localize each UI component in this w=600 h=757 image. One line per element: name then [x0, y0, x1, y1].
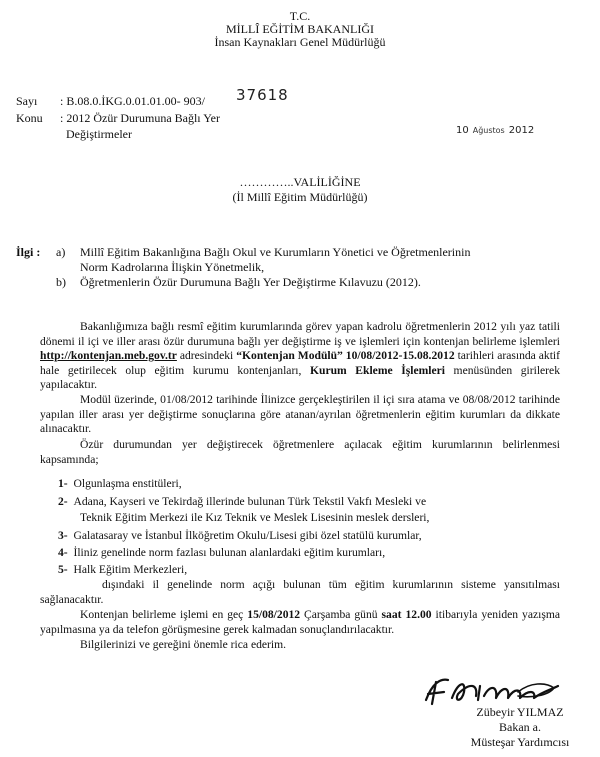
signer-title-1: Bakan a.: [499, 720, 541, 734]
date-stamp: [456, 120, 534, 138]
ilgi-a-text: Millî Eğitim Bakanlığına Bağlı Okul ve Kurumların Yönetici ve Öğretmenlerinin: [80, 245, 471, 259]
list-item-3: 3- Galatasaray ve İstanbul İlköğretim Okulu/Lisesi gibi özel statülü kurumlar,: [58, 529, 422, 542]
signer-title-2: Müsteşar Yardımcısı: [470, 735, 570, 749]
ilgi-b-text: Öğretmenlerin Özür Durumuna Bağlı Yer Değiştirme Kılavuzu (2012).: [80, 275, 421, 289]
header-ministry: MİLLÎ EĞİTİM BAKANLIĞI: [226, 22, 374, 36]
date-month: Ağustos: [472, 126, 505, 135]
paragraph-6: Bilgilerinizi ve gereğini önemle rica ederim.: [80, 638, 287, 651]
ilgi-b-key: b): [56, 275, 66, 289]
konu-value-cont: Değiştirmeler: [66, 127, 132, 141]
konu-value: : 2012 Özür Durumuna Bağlı Yer: [60, 111, 220, 125]
list-item-4: 4- İliniz genelinde norm fazlası bulunan alanlardaki eğitim kurumları,: [58, 546, 386, 559]
addressee: …………..VALİLİĞİNE: [239, 175, 361, 189]
header-tc: T.C.: [289, 9, 311, 23]
paragraph-3: Özür durumundan yer değiştirecek öğretmenlere açılacak eğitim kurumlarının belirlenmesi kapsamında;: [40, 438, 560, 466]
signer-name: Zübeyir YILMAZ: [476, 705, 564, 719]
date-day: 10: [456, 125, 469, 136]
module-name: “Kontenjan Modülü” 10/08/2012-15.08.2012: [236, 349, 455, 363]
addressee-sub: (İl Millî Eğitim Müdürlüğü): [232, 190, 368, 204]
ilgi-label: İlgi :: [16, 245, 41, 259]
paragraph-2: Modül üzerinde, 01/08/2012 tarihinde İlinizce gerçekleştirilen il içi sıra atama ve 08/08/2012 tarihinde yapılan iller arası yer değiştirme sonuçlarına göre atanan/ayrılan öğretmenlerin eğitim kurumları da dikkate alınacaktır.: [40, 393, 560, 436]
list-item-2-cont: Teknik Eğitim Merkezi ile Kız Teknik ve Meslek Lisesinin meslek dersleri,: [80, 511, 430, 524]
paragraph-5: Kontenjan belirleme işlemi en geç 15/08/2012 Çarşamba günü saat 12.00 itibarıyla yeniden yazışma yapılmasına ya da telefon görüşmesine gerek kalmadan sonuçlandırılacaktır.: [40, 608, 561, 636]
ilgi-a-text-cont: Norm Kadrolarına İlişkin Yönetmelik,: [80, 260, 265, 274]
header-directorate: İnsan Kaynakları Genel Müdürlüğü: [214, 35, 386, 49]
list-item-5: 5- Halk Eğitim Merkezleri,: [58, 563, 188, 576]
deadline-date: 15/08/2012: [247, 608, 301, 621]
paragraph-4: dışındaki il genelinde norm açığı bulunan tüm eğitim kurumlarının sisteme yansıtılması sağlanacaktır.: [40, 578, 560, 606]
kontenjan-url-link[interactable]: http://kontenjan.meb.gov.tr: [40, 349, 177, 363]
sayi-value: : B.08.0.İKG.0.01.01.00- 903/: [60, 94, 205, 108]
list-item-2: 2- Adana, Kayseri ve Tekirdağ illerinde bulunan Türk Tekstil Vakfı Mesleki ve: [58, 495, 427, 508]
ilgi-a-key: a): [56, 245, 66, 259]
sayi-label: Sayı: [16, 94, 38, 108]
date-year: 2012: [508, 125, 535, 136]
konu-label: Konu: [16, 111, 43, 125]
paragraph-1: Bakanlığımıza bağlı resmî eğitim kurumlarında görev yapan kadrolu öğretmenlerin 2012 yılı yaz tatili dönemi il içi ve iller arası özür durumuna bağlı yer değiştirme iş ve işlemleri için kontenjan belirleme işlemleri http://kontenjan.meb.gov.tr adresindeki “Kontenjan Modülü” 10/08/2012-15.08.2012 tarihleri arasında aktif hale getirilecek olup eğitim kurumu kontenjanları, Kurum Ekleme İşlemleri menüsünden girilerek yapılacaktır.: [40, 320, 560, 392]
deadline-time: saat 12.00: [381, 608, 432, 621]
sayi-handwritten-number: 37618: [236, 86, 289, 104]
list-item-1: 1- Olgunlaşma enstitüleri,: [58, 477, 182, 490]
menu-name: Kurum Ekleme İşlemleri: [310, 363, 445, 377]
